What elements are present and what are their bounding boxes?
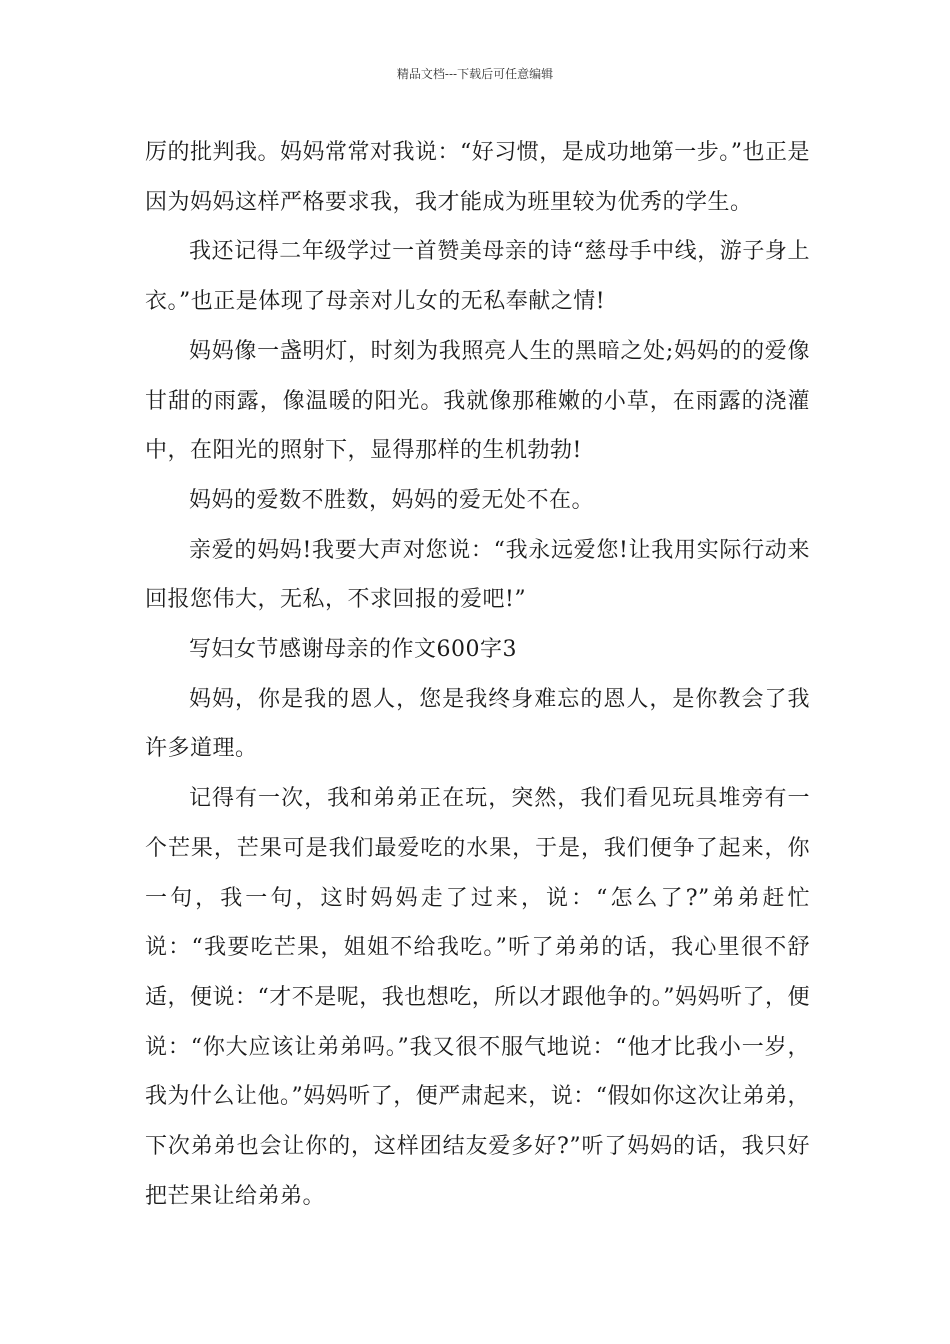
paragraph: 妈妈像一盏明灯，时刻为我照亮人生的黑暗之处;妈妈的的爱像甘甜的雨露，像温暖的阳光。我就像那稚嫩的小草，在雨露的浇灌中，在阳光的照射下，显得那样的生机勃勃!	[145, 338, 810, 464]
document-body	[145, 128, 810, 1221]
paragraph: 我还记得二年级学过一首赞美母亲的诗“慈母手中线，游子身上衣。”也正是体现了母亲对儿女的无私奉献之情!	[145, 239, 810, 315]
paragraph: 妈妈的爱数不胜数，妈妈的爱无处不在。	[189, 487, 595, 513]
paragraph: 厉的批判我。妈妈常常对我说：“好习惯，是成功地第一步。”也正是因为妈妈这样严格要求我，我才能成为班里较为优秀的学生。	[145, 140, 810, 215]
section-heading: 写妇女节感谢母亲的作文600字3	[189, 637, 517, 663]
paragraph: 记得有一次，我和弟弟正在玩，突然，我们看见玩具堆旁有一个芒果，芒果可是我们最爱吃的水果，于是，我们便争了起来，你一句，我一句，这时妈妈走了过来，说：“怎么了?”弟弟赶忙说：“我要吃芒果，姐姐不给我吃。”听了弟弟的话，我心里很不舒适，便说：“才不是呢，我也想吃，所以才跟他争的。”妈妈听了，便说：“你大应该让弟弟吗。”我又很不服气地说：“他才比我小一岁，我为什么让他。”妈妈听了，便严肃起来，说：“假如你这次让弟弟，下次弟弟也会让你的，这样团结友爱多好?”听了妈妈的话，我只好把芒果让给弟弟。	[145, 786, 810, 1209]
paragraph: 妈妈，你是我的恩人，您是我终身难忘的恩人，是你教会了我许多道理。	[145, 686, 810, 762]
paragraph: 亲爱的妈妈!我要大声对您说：“我永远爱您!让我用实际行动来回报您伟大，无私，不求回报的爱吧!”	[145, 537, 810, 613]
page-header: 精品文档---下载后可任意编辑	[396, 67, 554, 81]
